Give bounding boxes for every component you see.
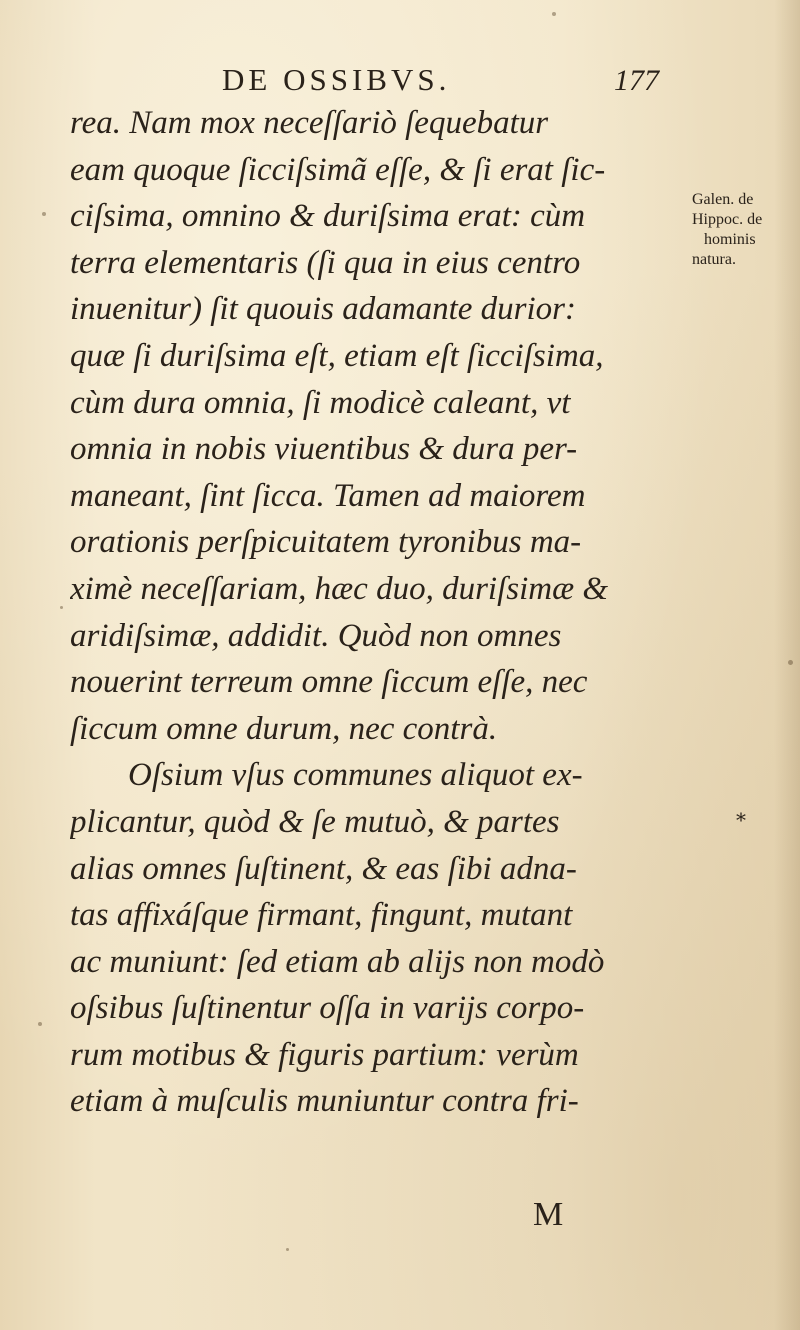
text-line: etiam à muſculis muniuntur contra fri-	[70, 1083, 579, 1120]
margin-mark: *	[736, 808, 746, 832]
paper-fleck	[552, 12, 556, 16]
text-line: cùm dura omnia, ſi modicè caleant, vt	[70, 384, 571, 421]
text-line: aridiſsimæ, addidit. Quòd non omnes	[70, 617, 562, 654]
paper-fleck	[42, 212, 46, 216]
text-line: plicantur, quòd & ſe mutuò, & partes	[70, 803, 560, 840]
text-line: rea. Nam mox neceſſariò ſequebatur	[70, 105, 549, 141]
catchword: M	[533, 1196, 564, 1233]
text-line: rum motibus & figuris partium: verùm	[70, 1036, 579, 1073]
body-text	[70, 100, 690, 1125]
paper-fleck	[286, 1248, 289, 1251]
paper-fleck	[38, 1022, 42, 1026]
marginal-note	[692, 190, 796, 270]
text-line: inuenitur) ſit quouis adamante durior:	[70, 291, 576, 328]
text-line: alias omnes ſuſtinent, & eas ſibi adna-	[70, 850, 577, 887]
text-line: eam quoque ſicciſsimã eſſe, & ſi erat ſic-	[70, 151, 606, 188]
running-title: DE OSSIBVS.	[222, 62, 451, 97]
paragraph-first-line: Oſsium vſus communes aliquot ex-	[128, 757, 583, 794]
text-line: ac muniunt: ſed etiam ab alijs non modò	[70, 943, 605, 980]
marginal-note-line: Galen. de	[692, 191, 754, 208]
marginal-note-line: Hippoc. de	[692, 211, 763, 228]
marginal-note-line: hominis	[704, 231, 756, 248]
text-line: omnia in nobis viuentibus & dura per-	[70, 431, 578, 468]
page-number: 177	[614, 64, 659, 97]
text-line: terra elementaris (ſi qua in eius centro	[70, 244, 581, 281]
text-line: quæ ſi duriſsima eſt, etiam eſt ſicciſsima,	[70, 337, 604, 374]
text-line: nouerint terreum omne ſiccum eſſe, nec	[70, 664, 588, 701]
marginal-note-line: natura.	[692, 251, 736, 268]
paper-fleck	[788, 660, 793, 665]
text-line: orationis perſpicuitatem tyronibus ma-	[70, 524, 582, 561]
text-line: tas affixáſque firmant, fingunt, mutant	[70, 897, 573, 934]
text-line: maneant, ſint ſicca. Tamen ad maiorem	[70, 477, 586, 514]
paper-fleck	[60, 606, 63, 609]
text-line: ximè neceſſariam, hæc duo, duriſsimæ &	[70, 570, 609, 607]
text-line: ſiccum omne durum, nec contrà.	[70, 710, 498, 747]
text-line: ciſsima, omnino & duriſsima erat: cùm	[70, 198, 586, 235]
text-line: oſsibus ſuſtinentur oſſa in varijs corpo-	[70, 990, 585, 1027]
